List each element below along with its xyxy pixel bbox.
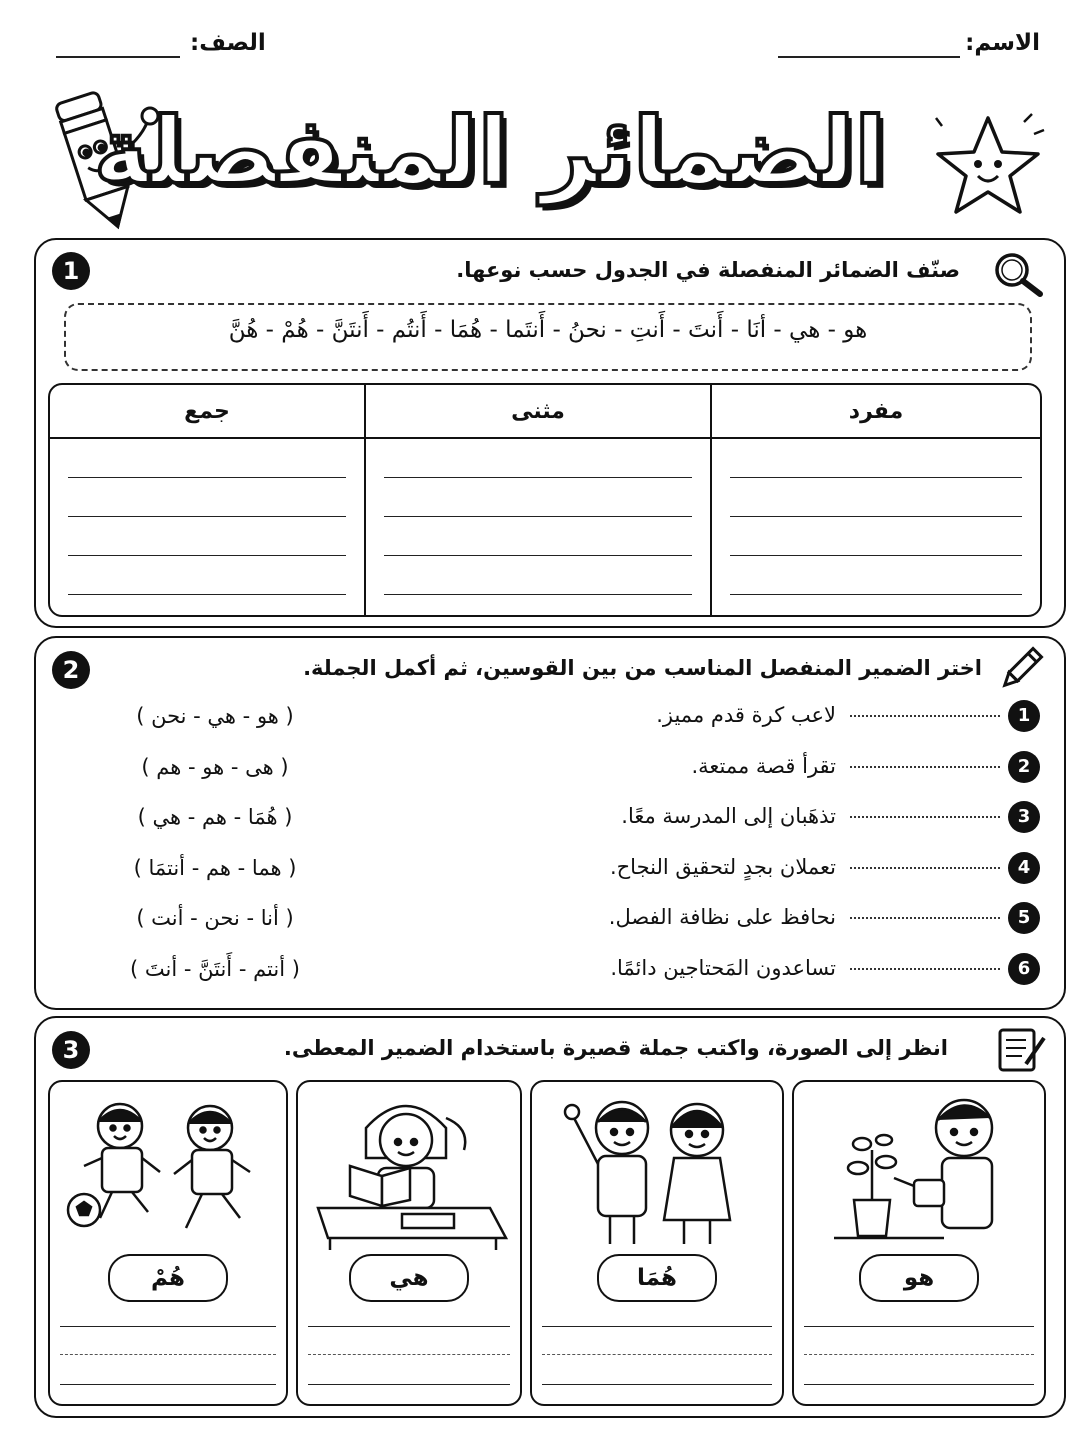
column-singular: مفرد [710,385,1040,439]
answer-blank[interactable] [850,968,1000,970]
question-sentence: نحافظ على نظافة الفصل. [608,905,836,929]
boys-playing-football-icon [60,1088,276,1250]
dual-answers[interactable] [364,439,710,615]
pronoun-choices: ( هُمَا - هم - هي ) [137,805,293,829]
answer-line[interactable] [308,1384,510,1385]
question-sentence: تذهَبان إلى المدرسة معًا. [621,804,836,828]
question-number: 3 [1008,801,1040,833]
section-instruction: انظر إلى الصورة، واكتب جملة قصيرة باستخدام الضمير المعطى. [283,1036,948,1060]
picture-card-1 [792,1080,1046,1406]
notepad-icon [996,1024,1048,1076]
star-mascot-icon [928,112,1048,224]
section-number: 2 [52,651,90,689]
question-number: 5 [1008,902,1040,934]
plural-answers[interactable] [50,439,364,615]
answer-line[interactable] [804,1326,1034,1327]
answer-line[interactable] [60,1326,276,1327]
pronoun-choices: ( هو - هي - نحن ) [136,704,294,728]
question-number: 6 [1008,953,1040,985]
question-row [621,801,1040,841]
section-number: 1 [52,252,90,290]
section-instruction: اختر الضمير المنفصل المناسب من بين القوسين، ثم أكمل الجملة. [303,656,982,680]
answer-line[interactable] [804,1384,1034,1385]
answer-blank[interactable] [850,766,1000,768]
pencil-icon [996,644,1046,694]
column-dual: مثنى [364,385,710,439]
two-children-waving-icon [552,1088,762,1250]
answer-line[interactable] [308,1326,510,1327]
name-label: الاسم: [965,30,1040,56]
question-row [610,953,1040,993]
answer-blank[interactable] [850,715,1000,717]
pronoun-choices: ( هما - هم - أنتمَا ) [133,855,297,880]
guide-line [308,1354,510,1355]
singular-answers[interactable] [710,439,1040,615]
pronoun-choices: ( هى - هو - هم ) [141,754,289,779]
question-sentence: تعملان بجدٍ لتحقيق النجاح. [609,854,836,879]
page-title: الضمائر المنفصلة [93,98,886,205]
question-row [656,700,1040,740]
answer-line[interactable] [60,1384,276,1385]
question-row [610,852,1040,892]
picture-card-3 [296,1080,522,1406]
section-number: 3 [52,1031,90,1069]
guide-line [60,1354,276,1355]
picture-card-2 [530,1080,784,1406]
guide-line [542,1354,772,1355]
guide-line [804,1354,1034,1355]
answer-line[interactable] [542,1384,772,1385]
question-number: 4 [1008,852,1040,884]
column-plural: جمع [50,385,364,439]
section-instruction: صنّف الضمائر المنفصلة في الجدول حسب نوعها. [456,258,960,282]
pronoun-pill: هي [349,1254,469,1302]
question-sentence: تقرأ قصة ممتعة. [691,753,836,778]
pronoun-pill: هُمْ [108,1254,228,1302]
question-row [609,902,1040,942]
answer-blank[interactable] [850,917,1000,919]
name-field[interactable] [778,56,960,58]
question-number: 1 [1008,700,1040,732]
question-number: 2 [1008,751,1040,783]
pronoun-pill: هو [859,1254,979,1302]
pronoun-list: هو - هي - أنَا - أَنتَ - أَنتِ - نحنُ - أَنتَما - هُمَا - أَنتُم - أَنتَنَّ - هُمْ - هُنَّ [228,317,868,343]
answer-blank[interactable] [850,816,1000,818]
pronoun-choices: ( أنتم - أَنتَنَّ - أنتَ ) [130,956,300,981]
picture-card-4 [48,1080,288,1406]
magnifier-icon [990,248,1046,298]
class-label: الصف: [190,30,266,56]
question-row [691,751,1040,791]
pronoun-bank [64,303,1032,371]
answer-blank[interactable] [850,867,1000,869]
pronoun-choices: ( أنا - نحن - أنت ) [136,906,294,930]
boy-watering-plant-icon [814,1088,1024,1250]
girl-reading-book-icon [306,1088,512,1250]
pronoun-pill: هُمَا [597,1254,717,1302]
class-field[interactable] [56,56,180,58]
classification-table [48,383,1042,617]
answer-line[interactable] [542,1326,772,1327]
question-sentence: لاعب كرة قدم مميز. [656,703,836,727]
question-sentence: تساعدون المَحتاجين دائمًا. [610,955,836,980]
